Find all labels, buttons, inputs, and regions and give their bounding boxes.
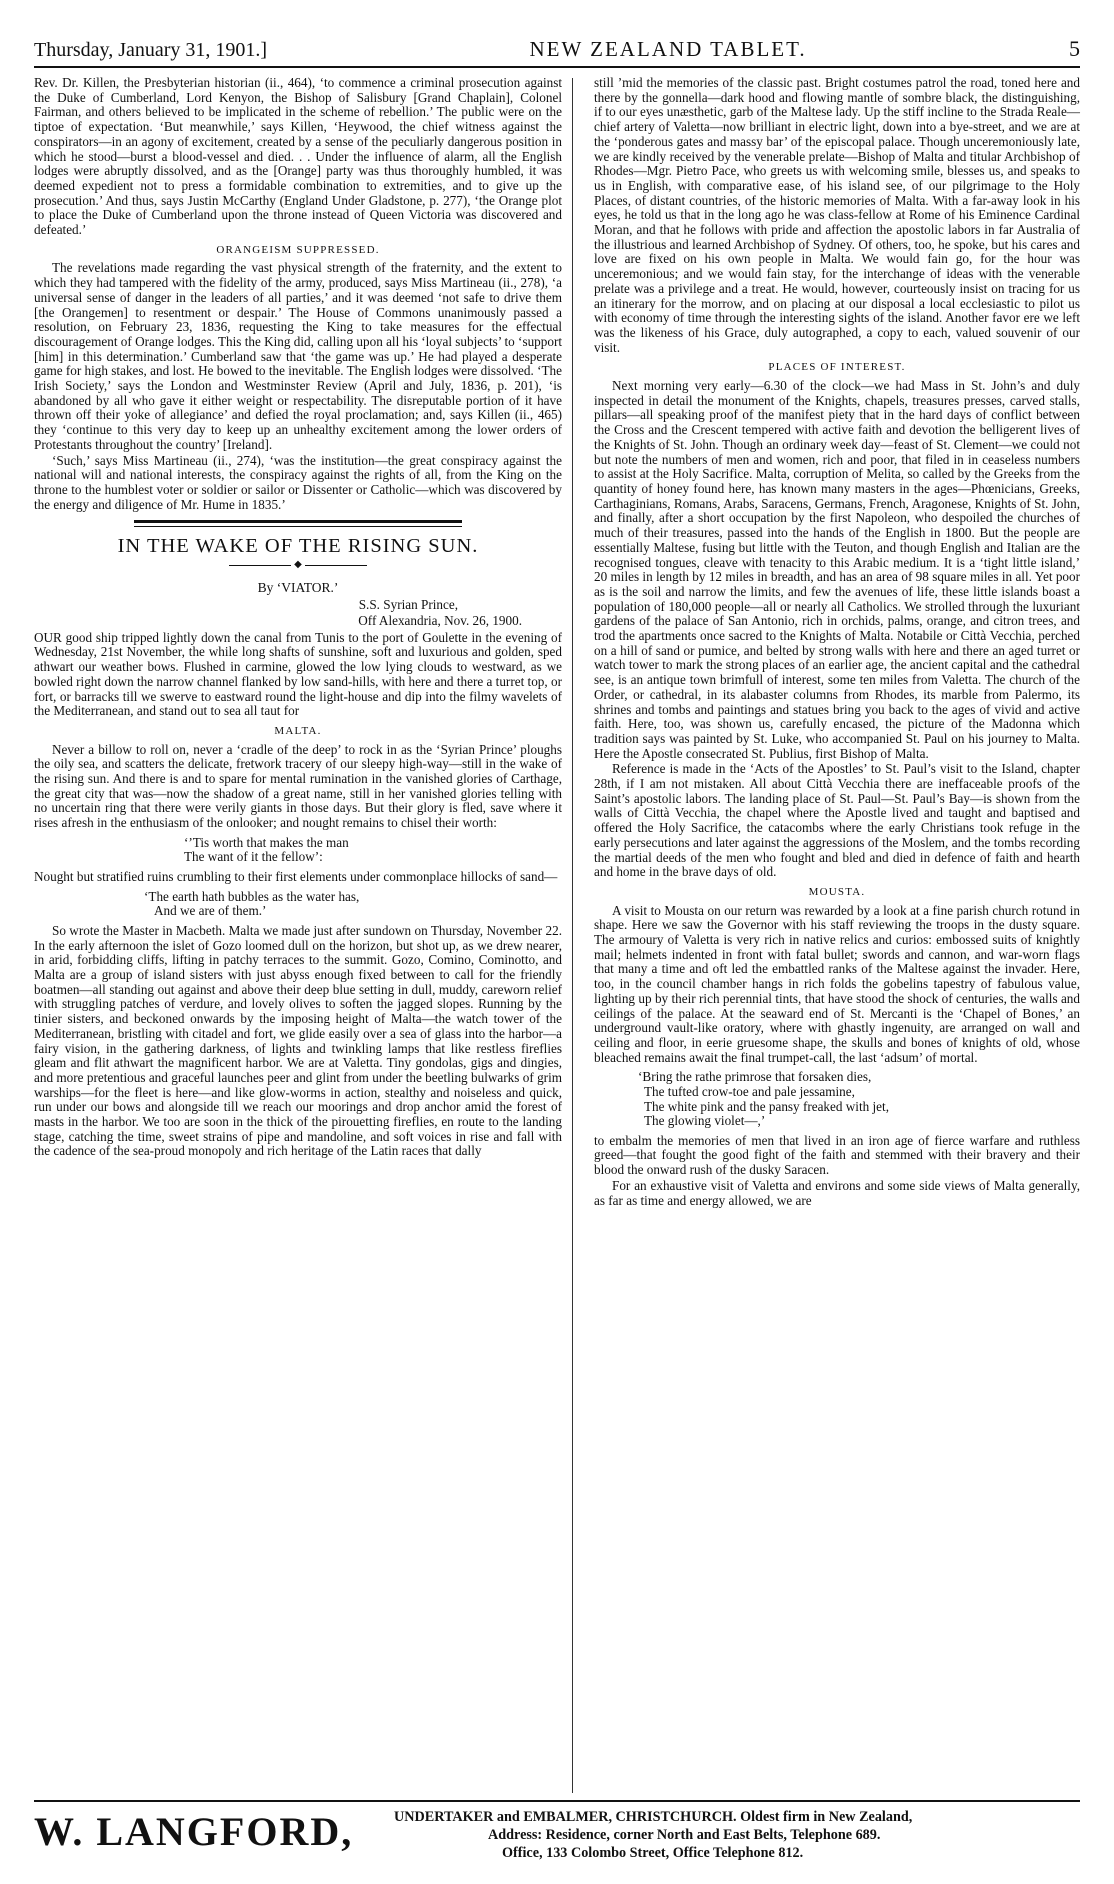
paragraph: The revelations made regarding the vast physical strength of the fraternity, and the extent to which they had tampered with the fidelity of the army, produced, says Miss Martineau (ii., 278), ‘a universal sense of danger in the leaders of all parties,’ and it was deemed ‘not safe to drive them [the Orangemen] to resentment or despair.’ The House of Commons unanimously passed a resolution, on February 23, 1836, requesting the King to take measures for the effectual discouragement of Orange lodges. This the King did, calling upon all his ‘loyal subjects’ to ‘support [him] in this determination.’ Cumberland saw that ‘the game was up.’ He had played a desperate game for high stakes, and lost. He bowed to the inevitable. The English lodges were dissolved. ‘The Irish Society,’ says the London and Westminster Review (April and July, 1836, p. 201), ‘is abandoned by all who gave it either weight or respectability. The disreputable portion of it have thrown off their yoke of allegiance’ and defied the royal proclamation; and, says Killen (ii., 465) they ‘continue to this very day to keep up an unhealthy excitement among the lower orders of Protestants throughout the country’ [Ireland]. bbox=[34, 260, 563, 452]
verse-quote bbox=[34, 890, 562, 919]
section-heading: ORANGEISM SUPPRESSED. bbox=[216, 243, 380, 256]
paragraph: OUR good ship tripped lightly down the canal from Tunis to the port of Goulette in the evening of Wednesday, 21st November, the while long shafts of sunshine, soft and luxurious and golden, sped athwart our weather bows. Flushed in carmine, glowed the low lying clouds to westward, as we bowled right down the narrow channel flanked by low sand-hills, with here and there a turret top, or fort, or barracks till we swerve to eastward round the light-house and dip into the filmy wavelets of the Mediterranean, and stand out to sea all taut for bbox=[34, 629, 562, 719]
diamond-icon: ◆ bbox=[291, 559, 305, 570]
section-heading: MALTA. bbox=[274, 724, 322, 737]
verse-line: The tufted crow-toe and pale jessamine, bbox=[644, 1084, 855, 1099]
column-divider bbox=[572, 78, 573, 1793]
ad-line: UNDERTAKER and EMBALMER, CHRISTCHURCH. Oldest firm in New Zealand, bbox=[394, 1809, 913, 1825]
paragraph: still ’mid the memories of the classic past. Bright costumes patrol the road, toned here and there by the gonnella—dark hood and flowing mantle of sombre black, the distinguishing, if to our eyes unæsthetic, garb of the Maltese lady. Up the stiff incline to the Strada Reale—chief artery of Valetta—now brilliant in electric light, down into a bye-street, and we are at the ‘ponderous gates and massy bar’ of the episcopal palace. Though unceremoniously late, we are kindly received by the venerable prelate—Bishop of Malta and titular Archbishop of Rhodes—Mgr. Pietro Pace, who greets us with welcoming smile, blesses us, and speaks to us in English, with comparative ease, of his island see, of our pilgrimage to the Holy Places, of distant countries, of the historic memories of Malta. With a far-away look in his eyes, he told us that in the long ago he was class-fellow at Rome of his Eminence Cardinal Moran, and that he follows with pride and affection the apostolic labors in far Australia of the illustrious and learned Archbishop of Sydney. Of others, too, he spoke, but his cares and love are fixed on his own people in Malta. We would fain go, for the hour was unceremonious; and we would fain stay, for the interchange of ideas with the venerable prelate was a privilege and a treat. He would, however, courteously insist on tracing for us an itinerary for the morrow, and on placing at our disposal a local ecclesiastic to pilot us with economy of time through the interesting sights of the island. Another favor ere we left was the likeness of his Grace, duly autographed, a copy to each, valued souvenir of our visit. bbox=[594, 75, 1080, 355]
title-ornament bbox=[34, 558, 562, 573]
page-header bbox=[34, 32, 1080, 68]
verse-line: The glowing violet—,’ bbox=[644, 1113, 766, 1129]
paragraph: Rev. Dr. Killen, the Presbyterian historian (ii., 464), ‘to commence a criminal prosecution against the Duke of Cumberland, Lord Kenyon, the Bishop of Salisbury [Grand Chaplain], Colonel Fairman, and others believed to be implicated in the scheme of rebellion.’ The public were on the tiptoe of expectation. ‘But meanwhile,’ says Killen, ‘Heywood, the chief witness against the conspirators—in an agony of excitement, created by a sense of the peculiarly dangerous position in which he stood—burst a blood-vessel and died. . . Under the influence of alarm, all the English lodges were abruptly dissolved, and as the [Orange] party was thus thoroughly humbled, it was deemed expedient not to press a formidable combination to extremities, and to give up the prosecution.’ And thus, says Justin McCarthy (England Under Gladstone, p. 277), ‘the Orange plot to place the Duke of Cumberland upon the throne instead of Queen Victoria was discovered and defeated.’ bbox=[34, 75, 562, 238]
section-heading: PLACES OF INTEREST. bbox=[768, 361, 906, 374]
paragraph: For an exhaustive visit of Valetta and environs and some side views of Malta generally, as far as time and energy allowed, we are bbox=[594, 1177, 1080, 1208]
page-number: 5 bbox=[1069, 36, 1080, 61]
verse-line: The want of it the fellow’: bbox=[184, 849, 323, 865]
verse-line: ‘The earth hath bubbles as the water has, bbox=[144, 888, 360, 904]
advertiser-details bbox=[394, 1808, 912, 1862]
issue-date: Thursday, January 31, 1901.] bbox=[34, 39, 268, 61]
verse-line: ‘Bring the rathe primrose that forsaken dies, bbox=[638, 1069, 872, 1085]
article-byline: By ‘VIATOR.’ bbox=[257, 579, 339, 595]
verse-quote bbox=[34, 836, 562, 865]
paragraph: ‘Such,’ says Miss Martineau (ii., 274), ‘was the institution—the great conspiracy against the national will and national interests, the conspiracy against the rights of all, from the King on the throne to the humblest voter or soldier or sailor or Dissenter or Catholic—which was discovered by the energy and diligence of Mr. Hume in 1835.’ bbox=[34, 452, 562, 512]
paragraph: to embalm the memories of men that lived in an iron age of fierce warfare and ruthless greed—that fought the good fight of the faith and stemmed with their bravery and their blood the onward rush of the dusky Saracen. bbox=[594, 1132, 1080, 1178]
right-column bbox=[594, 76, 1080, 1209]
dateline-place: Off Alexandria, Nov. 26, 1900. bbox=[358, 613, 522, 629]
ad-line: Address: Residence, corner North and East Belts, Telephone 689. bbox=[488, 1827, 881, 1843]
paragraph: A visit to Mousta on our return was rewarded by a look at a fine parish church rotund in shape. Here we saw the Governor with his staff reviewing the troops in the dusty square. The armoury of Valetta is very rich in native relics and curios: embossed suits of knightly mail; helmets indented in front with fatal bullet; swords and cannon, and war-worn flags that many a time and oft led the embattled ranks of the Maltese against the invader. Here, too, in the council chamber hangs in rich folds the gobelins tapestry of fabulous value, lighting up by their rich perennial tints, that have stood the shock of centuries, the walls and ceilings of the palace. At the seaward end of St. Mercanti is the ‘Chapel of Bones,’ an underground vault-like oratory, where with ghastly ingenuity, are arranged on wall and ceiling and floor, in eerie gruesome shape, the skulls and bones of knights of old, whose bleached remains await the final trumpet-call, the last ‘adsum’ of mortal. bbox=[594, 902, 1080, 1065]
paragraph: Reference is made in the ‘Acts of the Apostles’ to St. Paul’s visit to the Island, chapter 28th, if I am not mistaken. All about Città Vecchia there are ineffaceable proofs of the Saint’s apostolic labors. The landing place of St. Paul—St. Paul’s Bay—is shown from the walls of Città Vecchia, the chapel where the Apostle lived and taught and baptised and offered the Holy Sacrifice, the catacombs where the early Christians took refuge in the early persecutions and later against the aggressions of the Moslem, and the tombs recording the martial deeds of the men who fought and bled and died in defence of faith and hearth and home in the brave days of old. bbox=[594, 761, 1080, 880]
article-title: IN THE WAKE OF THE RISING SUN. bbox=[117, 535, 479, 558]
article-divider bbox=[134, 520, 462, 527]
masthead-title: NEW ZEALAND TABLET. bbox=[529, 37, 807, 61]
verse-line: And we are of them.’ bbox=[154, 903, 267, 919]
left-column bbox=[34, 76, 562, 1160]
ad-line: Office, 133 Colombo Street, Office Telephone 812. bbox=[502, 1845, 804, 1861]
dateline-ship: S.S. Syrian Prince, bbox=[358, 596, 458, 612]
advertiser-name: W. LANGFORD, bbox=[34, 1809, 354, 1854]
paragraph: Next morning very early—6.30 of the clock—we had Mass in St. John’s and duly inspected in detail the monument of the Knights, chapels, treasures presses, carved stalls, pillars—all speaking proof of the manifest piety that in the hard days of conflict between the Cross and the Crescent tempered with active faith and devotion the belligerent lives of the Knights of St. John. Though an ordinary week day—feast of St. Clement—we could not but note the numbers of men and women, rich and poor, that filed in in ceaseless numbers to assist at the Holy Sacrifice. Malta, corruption of Melita, so called by the Greeks from the quantity of honey found here, has known many masters in the ages—Phœnicians, Greeks, Carthaginians, Romans, Arabs, Saracens, Germans, French, Aragonese, Knights of St. John, and finally, after a short occupation by the first Napoleon, who despoiled the churches of much of their treasures, passed into the hands of the English in 1800. But the people are essentially Maltese, fusing but little with the Teuton, and though English and Italian are the recognised tongues, cleave with tenacity to this Arabic medium. It is a ‘tight little island,’ 20 miles in length by 12 miles in breadth, and has an area of 98 square miles in all. Yet poor as is the soil and narrow the limits, and few the avenues of life, these little islands boast a population of 180,000 people—all or nearly all Catholics. We strolled through the luxuriant gardens of the palace of San Antonio, rich in orchids, palms, orange, and citron trees, and trod the apartments once sacred to the Knights of Malta. Notabile or Città Vecchia, perched on a hill of sand or pumice, and belted by strong walls with here and there an aged turret or watch tower to mark the strong places of an earlier age, the ancient capital and the cathedral see, is an antique town brimfull of interest, some ten miles from Valetta. The church of the Order, or cathedral, in its alabaster columns from Rhodes, its marble from Palermo, its shrines and tombs and paintings and statues bring you back to the ages of vivid and active faith. Here, too, was shown us, carefully encased, the picture of the Madonna which tradition says was painted by St. Luke, who accompanied St. Paul on his journey to Malta. Here the Apostle consecrated St. Publius, first Bishop of Malta. bbox=[594, 378, 1080, 761]
advertisement-footer bbox=[34, 1800, 1080, 1872]
section-heading: MOUSTA. bbox=[808, 885, 866, 898]
paragraph: Never a billow to roll on, never a ‘cradle of the deep’ to rock in as the ‘Syrian Prince’ ploughs the oily sea, and scatters the delicate, fretwork tracery of our sleepy high-way—still in the wake of the rising sun. And there is and to spare for mental rumination in the vanished glories of Carthage, the great city that was—now the shadow of a great name, still in her vanished glories telling with no uncertain ring that there were verily giants in those days. But their glory is fled, save where it rises afresh in the enthusiasm of the onlooker; and nought remains to chisel their worth: bbox=[34, 741, 562, 831]
paragraph: Nought but stratified ruins crumbling to their first elements under commonplace hillocks of sand— bbox=[34, 869, 558, 885]
paragraph: So wrote the Master in Macbeth. Malta we made just after sundown on Thursday, November 22. In the early afternoon the islet of Gozo loomed dull on the horizon, but shot up, as we drew nearer, in arid, forbidding cliffs, lifting in patchy terraces to the summit. Gozo, Comino, Cominotto, and Malta are a group of island sisters with just abyss enough fixed between to call for the friendly boatmen—all standing out against and above their deep blue setting in dull, muddy, careworn relief with struggling patches of verdure, and lovely olives to soften the jagged slopes. Running by the tinier sisters, and beckoned onwards by the imposing height of Malta—the watch tower of the Mediterranean, bristling with citadel and fort, we glide easily over a sea of glass into the harbor—a fairy vision, in the gathering darkness, of lights and twinkling lamps that like restless fireflies gleam and flit athwart the magnificent harbor. We are at Valetta. Tiny gondolas, gigs and dingies, and more pretentious and graceful launches peer and glint from under the beetling bulwarks of grim warships—for the fleet is here—and like glow-worms in action, stealthy and noiseless and quick, run under our bows and alongside till we reach our moorings and drop anchor amid the forest of masts in the harbor. We too are soon in the thick of the pirouetting fireflies, en route to the landing stage, catching the time, sweet strains of pipe and mandoline, and soft voices in rise and fall with the cadence of the sea-proud monopoly and rich heritage of the Latin races that dally bbox=[34, 922, 562, 1159]
verse-line: The white pink and the pansy freaked with jet, bbox=[644, 1098, 889, 1114]
verse-line: ‘’Tis worth that makes the man bbox=[184, 834, 349, 850]
verse-quote bbox=[594, 1070, 1080, 1128]
